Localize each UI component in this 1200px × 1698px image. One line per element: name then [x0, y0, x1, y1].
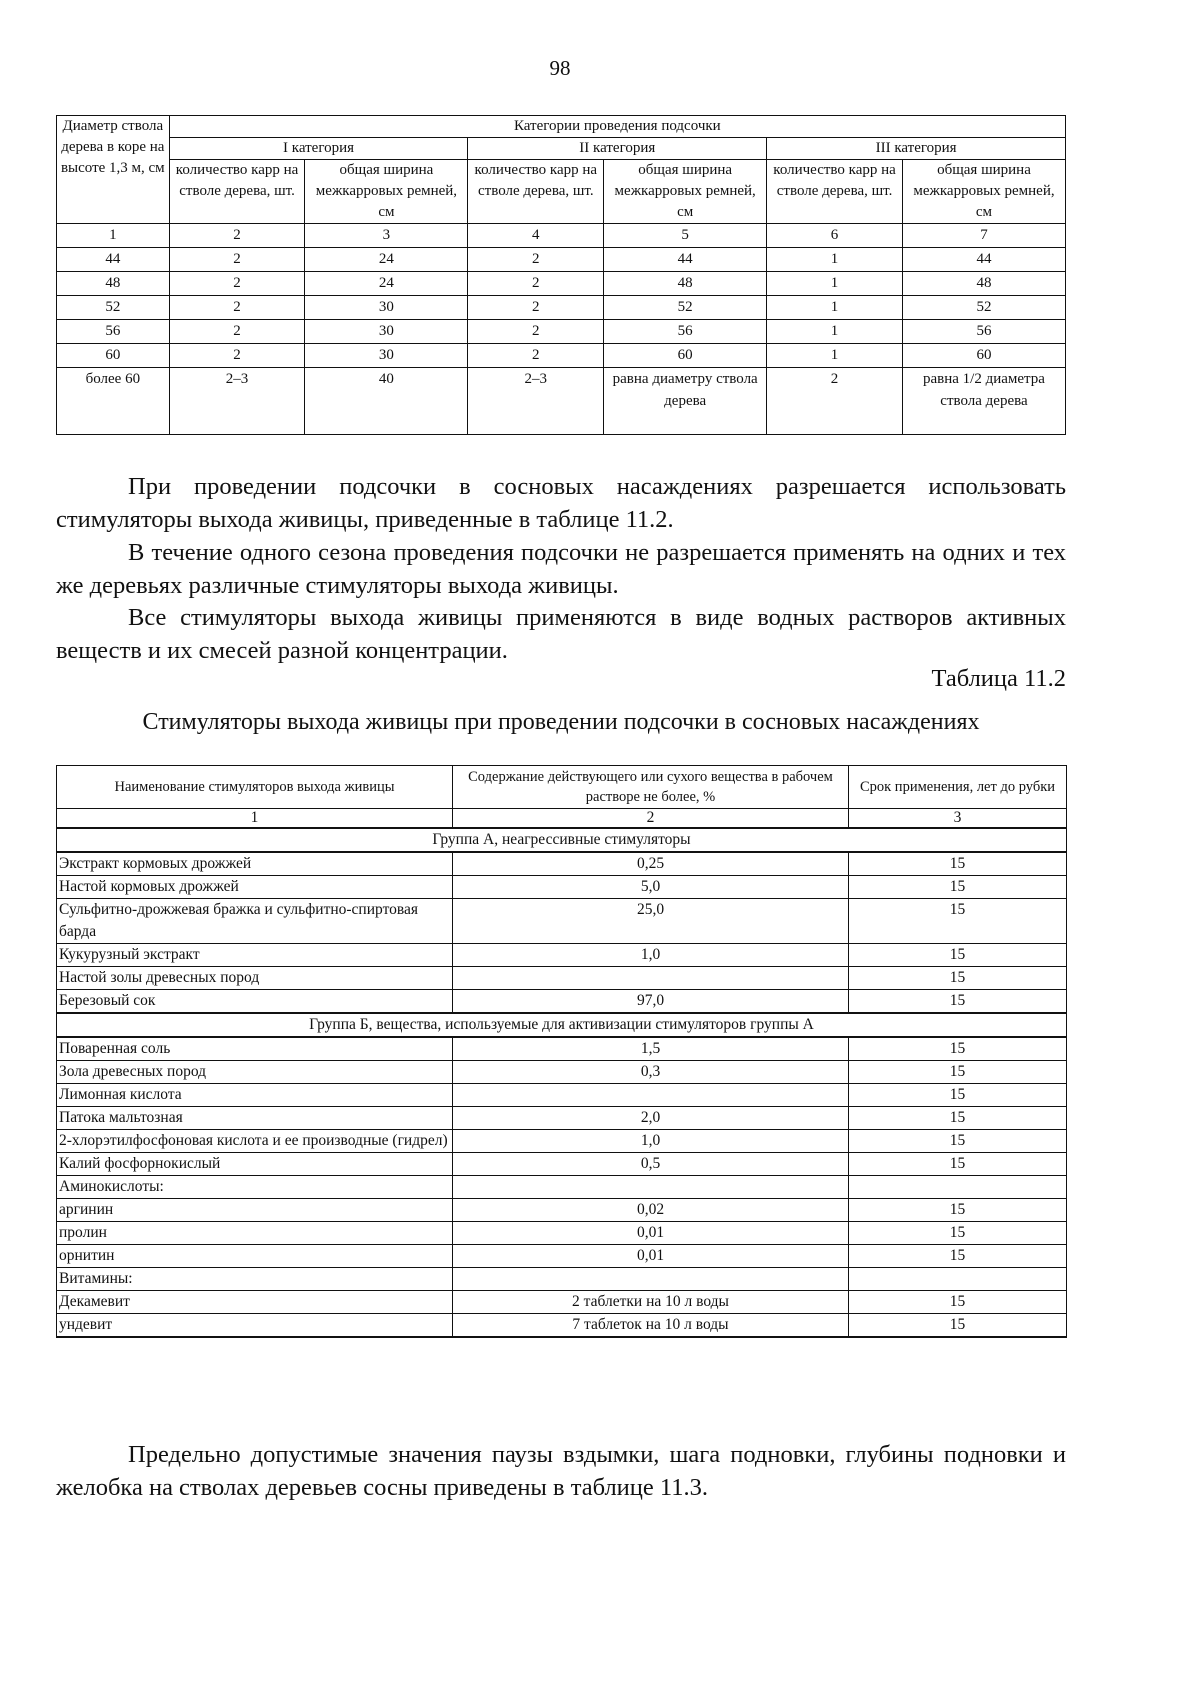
page-number: 98 [549, 56, 571, 80]
table-cell: Витамины: [57, 1268, 453, 1291]
subheader-width: общая ширина межкарровых ремней, см [604, 160, 767, 224]
table-cell: 2 [468, 272, 604, 296]
table-cell: 24 [305, 248, 468, 272]
paragraph-text: Предельно допустимые значения паузы вздымки, шага подновки, глубины подновки и желобка на стволах деревьев сосны приведены в таблице 11.3. [56, 1441, 1066, 1501]
table-row [57, 1084, 1067, 1107]
table-cell: 56 [902, 320, 1065, 344]
table-row [57, 1130, 1067, 1153]
category-1-header: I категория [169, 138, 468, 160]
table-row [57, 1245, 1067, 1268]
table-cell: 7 таблеток на 10 л воды [453, 1314, 849, 1338]
table-cell: 2–3 [468, 368, 604, 435]
category-2-header: II категория [468, 138, 767, 160]
table-row [57, 272, 1066, 296]
table-cell: 44 [604, 248, 767, 272]
subheader-width: общая ширина межкарровых ремней, см [902, 160, 1065, 224]
table-caption: Стимуляторы выхода живицы при проведении подсочки в сосновых насаждениях [142, 709, 980, 735]
table-cell: Поваренная соль [57, 1037, 453, 1061]
paragraph [56, 536, 1066, 602]
table-cell: 0,01 [453, 1222, 849, 1245]
paragraph [56, 470, 1066, 536]
table-row [57, 320, 1066, 344]
column-number: 2 [169, 224, 305, 248]
table-row [57, 1176, 1067, 1199]
table-cell: 52 [57, 296, 170, 320]
table-cell: 0,25 [453, 852, 849, 876]
table-cell: Лимонная кислота [57, 1084, 453, 1107]
category-3-header: III категория [767, 138, 1066, 160]
table-cell: 0,3 [453, 1061, 849, 1084]
table-cell: Экстракт кормовых дрожжей [57, 852, 453, 876]
table-cell: более 60 [57, 368, 170, 435]
group-b-rows [57, 1037, 1067, 1337]
table-diameter-categories [56, 115, 1066, 435]
table-cell: 40 [305, 368, 468, 435]
subheader-width: общая ширина межкарровых ремней, см [305, 160, 468, 224]
paragraph-text: В течение одного сезона проведения подсочки не разрешается применять на одних и тех же деревьях различные стимуляторы выхода живицы. [56, 539, 1066, 599]
table-cell: 44 [902, 248, 1065, 272]
table-cell: 1 [767, 248, 903, 272]
table-row [57, 1314, 1067, 1338]
header-cell: Срок применения, лет до рубки [849, 766, 1067, 809]
table-cell: 2–3 [169, 368, 305, 435]
table-cell: 15 [849, 944, 1067, 967]
table-cell: 1,0 [453, 1130, 849, 1153]
table-cell: 1 [767, 296, 903, 320]
table-cell: 5,0 [453, 876, 849, 899]
table-cell: 2 [468, 320, 604, 344]
table-cell: 15 [849, 990, 1067, 1014]
table-cell: 15 [849, 1037, 1067, 1061]
table-cell: 2 таблетки на 10 л воды [453, 1291, 849, 1314]
table-cell: пролин [57, 1222, 453, 1245]
table-cell: 1,5 [453, 1037, 849, 1061]
table-cell: 60 [57, 344, 170, 368]
column-number: 6 [767, 224, 903, 248]
table-cell: 15 [849, 1291, 1067, 1314]
header-cell: Содержание действующего или сухого вещества в рабочем растворе не более, % [453, 766, 849, 809]
table-cell: 15 [849, 1084, 1067, 1107]
table-row [57, 368, 1066, 435]
paragraph [56, 1438, 1066, 1504]
table-cell: орнитин [57, 1245, 453, 1268]
table-cell: аргинин [57, 1199, 453, 1222]
table-cell: 0,02 [453, 1199, 849, 1222]
table-cell: 1 [767, 344, 903, 368]
column-numbers-row [57, 809, 1067, 829]
column-number: 3 [849, 809, 1067, 829]
table-row [57, 852, 1067, 876]
table-cell: 60 [604, 344, 767, 368]
table-cell: Настой кормовых дрожжей [57, 876, 453, 899]
table-cell: 2-хлорэтилфосфоновая кислота и ее производные (гидрел) [57, 1130, 453, 1153]
table-row [57, 876, 1067, 899]
table-row [57, 344, 1066, 368]
subheader-count: количество карр на стволе дерева, шт. [767, 160, 903, 224]
table-cell: ундевит [57, 1314, 453, 1338]
column-number: 3 [305, 224, 468, 248]
table-cell [453, 1084, 849, 1107]
group-row [57, 1013, 1067, 1037]
table-cell: 15 [849, 1245, 1067, 1268]
table-cell: 56 [604, 320, 767, 344]
table-cell: 52 [604, 296, 767, 320]
table-cell: 48 [57, 272, 170, 296]
table-row [57, 1153, 1067, 1176]
table-row [57, 990, 1067, 1014]
header-cell: Наименование стимуляторов выхода живицы [57, 766, 453, 809]
table-cell: Кукурузный экстракт [57, 944, 453, 967]
table-cell: 15 [849, 899, 1067, 944]
column-number: 1 [57, 809, 453, 829]
table-cell: 2 [169, 248, 305, 272]
table-cell: 1,0 [453, 944, 849, 967]
column-number: 5 [604, 224, 767, 248]
subheader-count: количество карр на стволе дерева, шт. [169, 160, 305, 224]
table-cell: Сульфитно-дрожжевая бражка и сульфитно-спиртовая барда [57, 899, 453, 944]
paragraph [56, 601, 1066, 667]
table-cell: 15 [849, 1107, 1067, 1130]
subheader-count: количество карр на стволе дерева, шт. [468, 160, 604, 224]
table-row [57, 248, 1066, 272]
table-cell: 52 [902, 296, 1065, 320]
table-cell: 15 [849, 967, 1067, 990]
table-cell: равна 1/2 диаметра ствола дерева [902, 368, 1065, 435]
table-cell: 44 [57, 248, 170, 272]
table-cell: 2 [169, 272, 305, 296]
table-cell: Зола древесных пород [57, 1061, 453, 1084]
table-cell: 60 [902, 344, 1065, 368]
table-header-row [57, 766, 1067, 809]
table-cell: 30 [305, 296, 468, 320]
paragraph-text: При проведении подсочки в сосновых насаждениях разрешается использовать стимуляторы выхода живицы, приведенные в таблице 11.2. [56, 473, 1066, 533]
table-cell [849, 1268, 1067, 1291]
table-cell: 15 [849, 1153, 1067, 1176]
table-cell [453, 967, 849, 990]
table-row [57, 1199, 1067, 1222]
table-cell: 2 [169, 296, 305, 320]
table-cell: 2 [767, 368, 903, 435]
table-cell [453, 1268, 849, 1291]
group-a-rows [57, 852, 1067, 1013]
table-cell: Декамевит [57, 1291, 453, 1314]
table-row [57, 899, 1067, 944]
table-cell [849, 1176, 1067, 1199]
group-row [57, 828, 1067, 852]
table-row [57, 1037, 1067, 1061]
table-cell: равна диаметру ствола дерева [604, 368, 767, 435]
group-a-title: Группа А, неагрессивные стимуляторы [57, 828, 1067, 852]
table-stimulators [56, 765, 1067, 1338]
table-cell: 25,0 [453, 899, 849, 944]
table-cell: 2 [468, 344, 604, 368]
table-cell: 30 [305, 320, 468, 344]
column-number: 4 [468, 224, 604, 248]
table-cell: 2,0 [453, 1107, 849, 1130]
table-cell: 2 [169, 344, 305, 368]
paragraph-text: Все стимуляторы выхода живицы применяются в виде водных растворов активных веществ и их смесей разной концентрации. [56, 604, 1066, 664]
table-row [57, 1222, 1067, 1245]
table-cell: 56 [57, 320, 170, 344]
table-cell: 30 [305, 344, 468, 368]
table-cell: 15 [849, 1199, 1067, 1222]
table-cell: 2 [169, 320, 305, 344]
table-cell: 15 [849, 876, 1067, 899]
table-row [57, 1061, 1067, 1084]
table-cell: 97,0 [453, 990, 849, 1014]
table-cell: 48 [902, 272, 1065, 296]
table-cell: 1 [767, 320, 903, 344]
table-row [57, 944, 1067, 967]
column-numbers-row [57, 224, 1066, 248]
column-number: 1 [57, 224, 170, 248]
table-cell: Патока мальтозная [57, 1107, 453, 1130]
column-number: 2 [453, 809, 849, 829]
table-cell: 15 [849, 1061, 1067, 1084]
table-row [57, 296, 1066, 320]
table-cell: 15 [849, 1130, 1067, 1153]
table-cell: 15 [849, 852, 1067, 876]
table-cell [453, 1176, 849, 1199]
table-row [57, 1107, 1067, 1130]
table-number: Таблица 11.2 [931, 665, 1066, 692]
group-header: Категории проведения подсочки [169, 116, 1065, 138]
table-cell: 0,01 [453, 1245, 849, 1268]
table-cell: 1 [767, 272, 903, 296]
table-cell: Настой золы древесных пород [57, 967, 453, 990]
column-number: 7 [902, 224, 1065, 248]
table-cell: 2 [468, 248, 604, 272]
table-cell: 48 [604, 272, 767, 296]
table-cell: 15 [849, 1314, 1067, 1338]
table-cell: Аминокислоты: [57, 1176, 453, 1199]
table-cell: 0,5 [453, 1153, 849, 1176]
col1-header: Диаметр ствола дерева в коре на высоте 1,3 м, см [57, 116, 170, 224]
group-b-title: Группа Б, вещества, используемые для активизации стимуляторов группы А [57, 1013, 1067, 1037]
table-row [57, 1268, 1067, 1291]
table-cell: 2 [468, 296, 604, 320]
table-cell: 15 [849, 1222, 1067, 1245]
table-row [57, 967, 1067, 990]
table-cell: Березовый сок [57, 990, 453, 1014]
table-row [57, 1291, 1067, 1314]
table-cell: Калий фосфорнокислый [57, 1153, 453, 1176]
table-cell: 24 [305, 272, 468, 296]
